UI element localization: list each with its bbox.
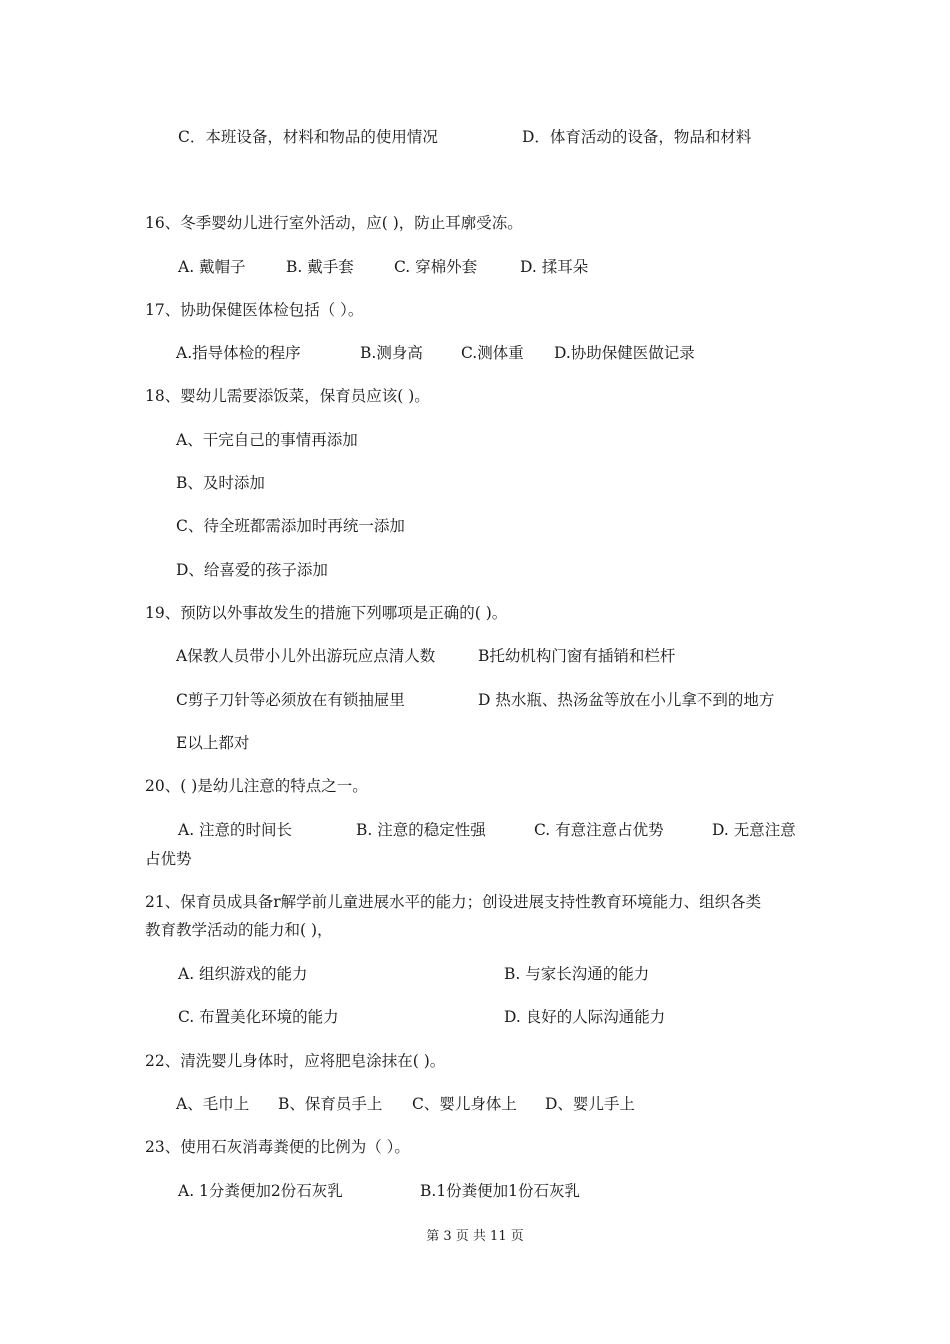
q21-stem-line1: 21、保育员成具备r解学前儿童进展水平的能力；创设进展支持性教育环境能力、组织各类 [145,893,762,911]
q22-stem: 22、清洗婴儿身体时，应将肥皂涂抹在( )。 [145,1052,446,1070]
q17-option-c: C.测体重 [461,344,524,362]
q15-option-c: C．本班设备，材料和物品的使用情况 [178,128,438,146]
q22-option-a: A、毛巾上 [176,1095,250,1113]
q17-option-d: D.协助保健医做记录 [554,344,695,362]
q22-option-c: C、婴儿身体上 [412,1095,517,1113]
q16-option-b: B. 戴手套 [286,258,354,276]
q21-stem-line2: 教育教学活动的能力和( )， [145,921,333,939]
q19-option-e: E以上都对 [176,734,250,752]
q21-option-a: A. 组织游戏的能力 [178,965,308,983]
q22-option-b: B、保育员手上 [278,1095,383,1113]
q17-stem: 17、协助保健医体检包括（ ）。 [145,301,364,319]
q19-option-b: B托幼机构门窗有插销和栏杆 [478,647,676,665]
q16-option-d: D. 揉耳朵 [520,258,589,276]
q20-option-b: B. 注意的稳定性强 [356,821,486,839]
q21-option-b: B. 与家长沟通的能力 [504,965,650,983]
q21-option-d: D. 良好的人际沟通能力 [504,1008,666,1026]
q20-option-c: C. 有意注意占优势 [534,821,664,839]
q16-option-a: A. 戴帽子 [178,258,246,276]
q18-option-b: B、及时添加 [176,474,265,492]
q17-option-a: A.指导体检的程序 [176,344,301,362]
q20-option-d-continued: 占优势 [145,850,192,868]
q16-stem: 16、冬季婴幼儿进行室外活动，应( )，防止耳廓受冻。 [145,214,523,232]
q18-option-d: D、给喜爱的孩子添加 [176,561,328,579]
q23-stem: 23、使用石灰消毒粪便的比例为（ ）。 [145,1138,410,1156]
q19-stem: 19、预防以外事故发生的措施下列哪项是正确的( )。 [145,604,508,622]
q20-stem: 20、( )是幼儿注意的特点之一。 [145,777,368,795]
q19-option-a: A保教人员带小儿外出游玩应点清人数 [176,647,436,665]
q18-option-a: A、干完自己的事情再添加 [176,431,358,449]
q15-option-d: D．体育活动的设备，物品和材料 [522,128,752,146]
q19-option-d: D 热水瓶、热汤盆等放在小儿拿不到的地方 [478,691,775,709]
q21-option-c: C. 布置美化环境的能力 [178,1008,339,1026]
q19-option-c: C剪子刀针等必须放在有锁抽屉里 [176,691,405,709]
q18-stem: 18、婴幼儿需要添饭菜，保育员应该( )。 [145,387,430,405]
q18-option-c: C、待全班都需添加时再统一添加 [176,517,405,535]
q16-option-c: C. 穿棉外套 [394,258,478,276]
q17-option-b: B.测身高 [360,344,423,362]
q23-option-a: A. 1分粪便加2份石灰乳 [178,1182,343,1200]
q20-option-a: A. 注意的时间长 [178,821,293,839]
q22-option-d: D、婴儿手上 [545,1095,635,1113]
page-number: 第 3 页 共 11 页 [426,1229,524,1244]
q23-option-b: B.1份粪便加1份石灰乳 [420,1182,581,1200]
q20-option-d: D. 无意注意 [712,821,796,839]
